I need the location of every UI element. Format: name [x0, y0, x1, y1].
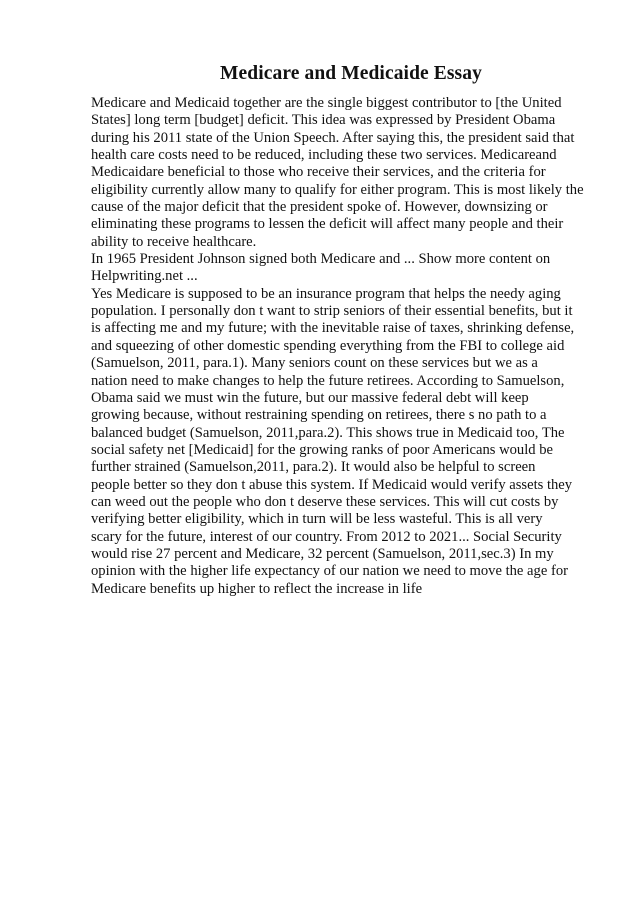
text-line: health care costs need to be reduced, including these two services. Medicareand — [91, 147, 557, 164]
text-line: and squeezing of other domestic spending everything from the FBI to college aid — [91, 337, 565, 354]
document-title: Medicare and Medicaide Essay — [220, 63, 482, 84]
text-line: ability to receive healthcare. — [91, 233, 257, 250]
text-line: cause of the major deficit that the president spoke of. However, downsizing or — [91, 199, 548, 216]
text-line: can weed out the people who don t deserve these services. This will cut costs by — [91, 493, 559, 510]
text-line: Helpwriting.net ... — [91, 268, 198, 285]
text-line: Medicare benefits up higher to reflect the increase in life — [91, 580, 423, 597]
text-line: opinion with the higher life expectancy of our nation we need to move the age for — [91, 563, 568, 580]
paragraph — [91, 251, 611, 286]
text-line: growing because, without restraining spending on retirees, there s no path to a — [91, 407, 547, 424]
text-line: would rise 27 percent and Medicare, 32 percent (Samuelson, 2011,sec.3) In my — [91, 545, 554, 562]
text-line: Medicare and Medicaid together are the single biggest contributor to [the United — [91, 95, 562, 111]
text-line: States] long term [budget] deficit. This idea was expressed by President Obama — [91, 112, 556, 129]
text-line: eliminating these programs to lessen the deficit will affect many people and their — [91, 216, 564, 233]
text-line: people better so they don t abuse this system. If Medicaid would verify assets they — [91, 476, 573, 493]
text-line: In 1965 President Johnson signed both Medicare and ... Show more content on — [91, 251, 551, 268]
document-page — [91, 63, 611, 598]
text-line: social safety net [Medicaid] for the growing ranks of poor Americans would be — [91, 441, 553, 458]
text-line: verifying better eligibility, which in turn will be less wasteful. This is all very — [91, 511, 543, 528]
text-line: nation need to make changes to help the future retirees. According to Samuelson, — [91, 372, 565, 389]
document-body — [91, 95, 611, 598]
text-line: Yes Medicare is supposed to be an insurance program that helps the needy aging — [91, 285, 561, 302]
text-line: further strained (Samuelson,2011, para.2). It would also be helpful to screen — [91, 459, 536, 476]
text-line: Obama said we must win the future, but our massive federal debt will keep — [91, 389, 529, 406]
text-line: eligibility currently allow many to qualify for either program. This is most likely the — [91, 181, 584, 198]
text-line: is affecting me and my future; with the inevitable raise of taxes, shrinking defense, — [91, 320, 575, 337]
paragraph — [91, 95, 611, 251]
text-line: scary for the future, interest of our country. From 2012 to 2021... Social Security — [91, 528, 562, 545]
text-line: Medicaidare beneficial to those who receive their services, and the criteria for — [91, 164, 546, 181]
paragraph — [91, 286, 611, 598]
text-line: (Samuelson, 2011, para.1). Many seniors count on these services but we as a — [91, 355, 538, 372]
text-line: during his 2011 state of the Union Speech. After saying this, the president said that — [91, 129, 575, 146]
text-line: balanced budget (Samuelson, 2011,para.2). This shows true in Medicaid too, The — [91, 424, 565, 441]
text-line: population. I personally don t want to strip seniors of their essential benefits, but it — [91, 303, 573, 320]
